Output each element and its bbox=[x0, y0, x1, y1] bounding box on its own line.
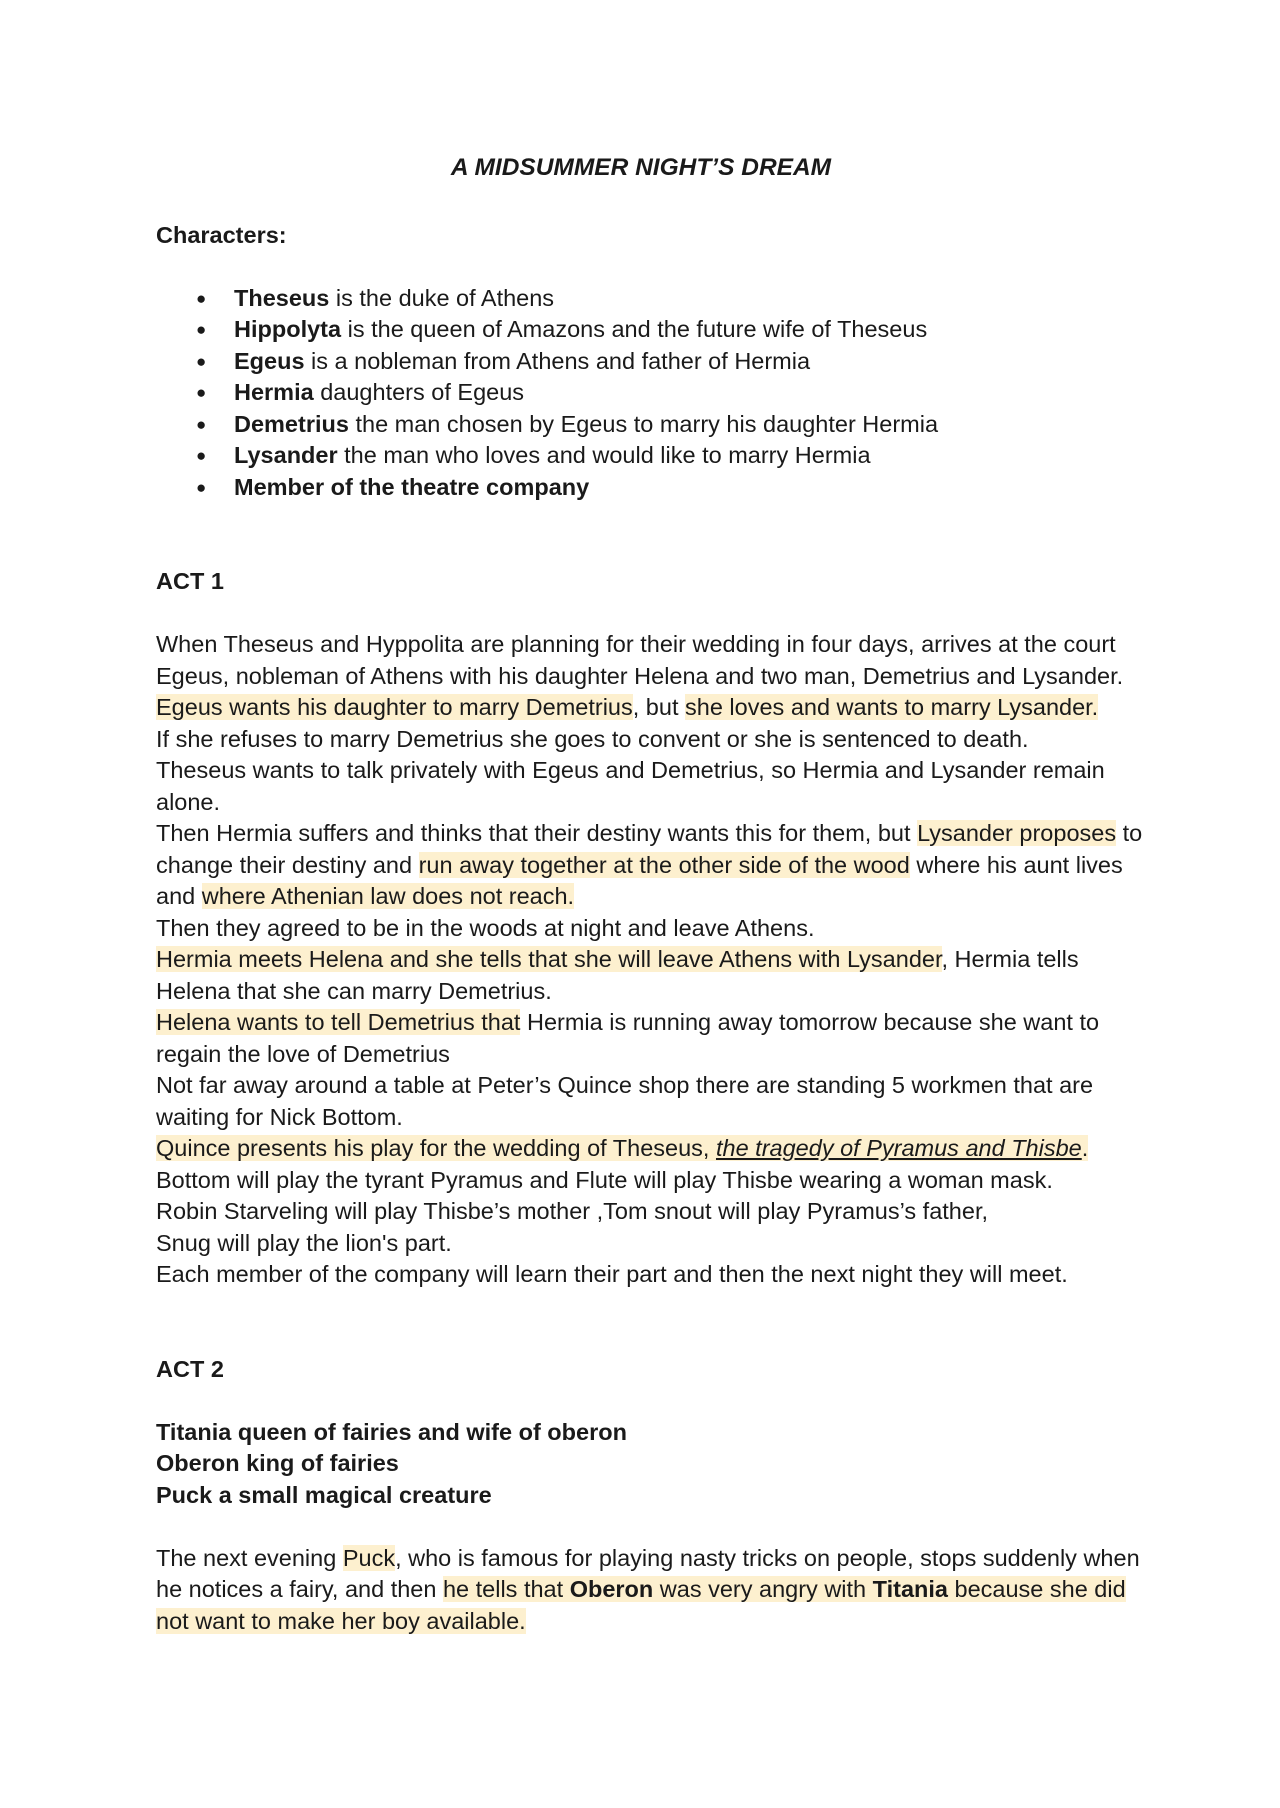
character-name: Oberon bbox=[569, 1576, 654, 1602]
act2-heading: ACT 2 bbox=[156, 1355, 224, 1382]
act2-role: Puck a small magical creature bbox=[156, 1481, 492, 1508]
act1-paragraph: Snug will play the lion's part. bbox=[156, 1229, 452, 1256]
paragraph-text: Hermia is running away tomorrow because she want to regain the love of Demetrius bbox=[156, 1009, 1100, 1067]
character-name: Member of the theatre company bbox=[234, 473, 590, 500]
bullet-icon: ● bbox=[196, 477, 207, 497]
list-item bbox=[156, 440, 1146, 472]
character-name: Titania bbox=[872, 1576, 948, 1602]
character-name: Theseus bbox=[234, 284, 330, 311]
highlighted-text: where Athenian law does not reach. bbox=[201, 883, 575, 909]
character-name: Hermia bbox=[234, 379, 314, 405]
bullet-icon: ● bbox=[196, 351, 207, 371]
highlighted-text: she loves and wants to marry Lysander. bbox=[685, 694, 1099, 720]
list-item bbox=[156, 346, 1146, 378]
list-item bbox=[156, 472, 1146, 504]
paragraph-text: Then Hermia suffers and thinks that their destiny wants this for them, but bbox=[156, 820, 918, 846]
bullet-icon: ● bbox=[196, 320, 207, 339]
character-name: Demetrius bbox=[234, 410, 349, 437]
list-item bbox=[156, 409, 1146, 441]
paragraph-text: Quince presents his play for the wedding of Theseus, bbox=[156, 1135, 716, 1161]
character-desc: is the duke of Athens bbox=[329, 284, 555, 311]
character-name: Hippolyta bbox=[234, 316, 342, 342]
highlighted-text: Egeus wants his daughter to marry Demetrius bbox=[156, 694, 633, 720]
paragraph-text: where his aunt lives and bbox=[156, 851, 1123, 909]
characters-list bbox=[156, 283, 1146, 504]
bullet-icon: ● bbox=[196, 288, 207, 308]
highlighted-text: Lysander proposes bbox=[917, 820, 1117, 846]
act1-paragraph: Bottom will play the tyrant Pyramus and Flute will play Thisbe wearing a woman mask. bbox=[156, 1166, 1053, 1193]
paragraph-text: because she did not want to make her boy available. bbox=[156, 1576, 1126, 1634]
act1-paragraph: Then they agreed to be in the woods at night and leave Athens. bbox=[156, 914, 815, 941]
act1-paragraph bbox=[156, 818, 1146, 913]
act1-paragraph: Theseus wants to talk privately with Egeus and Demetrius, so Hermia and Lysander remain alone. bbox=[156, 757, 1105, 815]
paragraph-text: , but bbox=[632, 694, 686, 720]
bullet-icon: ● bbox=[196, 383, 207, 402]
character-desc: daughters of Egeus bbox=[313, 379, 525, 405]
act2-role: Oberon king of fairies bbox=[156, 1450, 399, 1476]
character-desc: is a nobleman from Athens and father of Hermia bbox=[304, 347, 811, 374]
act1-paragraph: Not far away around a table at Peter’s Quince shop there are standing 5 workmen that are waiting for Nick Bottom. bbox=[156, 1072, 1094, 1130]
play-title: the tragedy of Pyramus and Thisbe bbox=[715, 1135, 1082, 1161]
document-page bbox=[156, 152, 1146, 1637]
highlighted-text: run away together at the other side of the wood bbox=[418, 851, 910, 878]
act2-role: Titania queen of fairies and wife of oberon bbox=[156, 1418, 627, 1445]
paragraph-text: The next evening bbox=[156, 1544, 343, 1571]
bullet-icon: ● bbox=[196, 446, 207, 465]
act1-paragraph bbox=[156, 692, 1146, 724]
paragraph-text: , Hermia tells Helena that she can marry Demetrius. bbox=[156, 946, 1079, 1004]
character-name: Egeus bbox=[234, 347, 305, 374]
act1-paragraph bbox=[156, 1133, 1146, 1165]
paragraph-text: was very angry with bbox=[653, 1576, 873, 1602]
act1-paragraph: Each member of the company will learn their part and then the next night they will meet. bbox=[156, 1261, 1068, 1287]
list-item bbox=[156, 314, 1146, 346]
list-item bbox=[156, 283, 1146, 315]
highlighted-text bbox=[156, 1135, 1088, 1161]
paragraph-text: he tells that bbox=[442, 1576, 570, 1602]
act2-paragraph bbox=[156, 1543, 1146, 1638]
highlighted-text: Puck bbox=[342, 1544, 396, 1571]
highlighted-text: Hermia meets Helena and she tells that she will leave Athens with Lysander bbox=[156, 946, 942, 972]
paragraph-text: to change their destiny and bbox=[156, 820, 1143, 878]
paragraph-text: , who is famous for playing nasty tricks on people, stops suddenly when he notices a fairy, and then bbox=[156, 1544, 1140, 1602]
act1-paragraph bbox=[156, 944, 1146, 1007]
bullet-icon: ● bbox=[196, 414, 207, 434]
list-item bbox=[156, 377, 1146, 409]
act1-heading: ACT 1 bbox=[156, 568, 224, 594]
document-title: A MIDSUMMER NIGHT’S DREAM bbox=[450, 154, 832, 181]
act1-paragraph: If she refuses to marry Demetrius she goes to convent or she is sentenced to death. bbox=[156, 725, 1029, 752]
paragraph-text: . bbox=[1081, 1135, 1089, 1161]
act1-paragraph: Robin Starveling will play Thisbe’s mother ,Tom snout will play Pyramus’s father, bbox=[156, 1198, 989, 1224]
character-desc: is the queen of Amazons and the future wife of Theseus bbox=[341, 316, 928, 342]
characters-heading: Characters: bbox=[156, 221, 287, 248]
act1-paragraph bbox=[156, 1007, 1146, 1070]
highlighted-text: Helena wants to tell Demetrius that bbox=[156, 1009, 521, 1035]
act1-paragraph: When Theseus and Hyppolita are planning for their wedding in four days, arrives at the court Egeus, nobleman of Athens with his daughter Helena and two man, Demetrius and Lysander. bbox=[156, 631, 1124, 689]
character-desc: the man who loves and would like to marry Hermia bbox=[337, 442, 871, 468]
character-name: Lysander bbox=[234, 442, 338, 468]
character-desc: the man chosen by Egeus to marry his daughter Hermia bbox=[348, 410, 939, 437]
